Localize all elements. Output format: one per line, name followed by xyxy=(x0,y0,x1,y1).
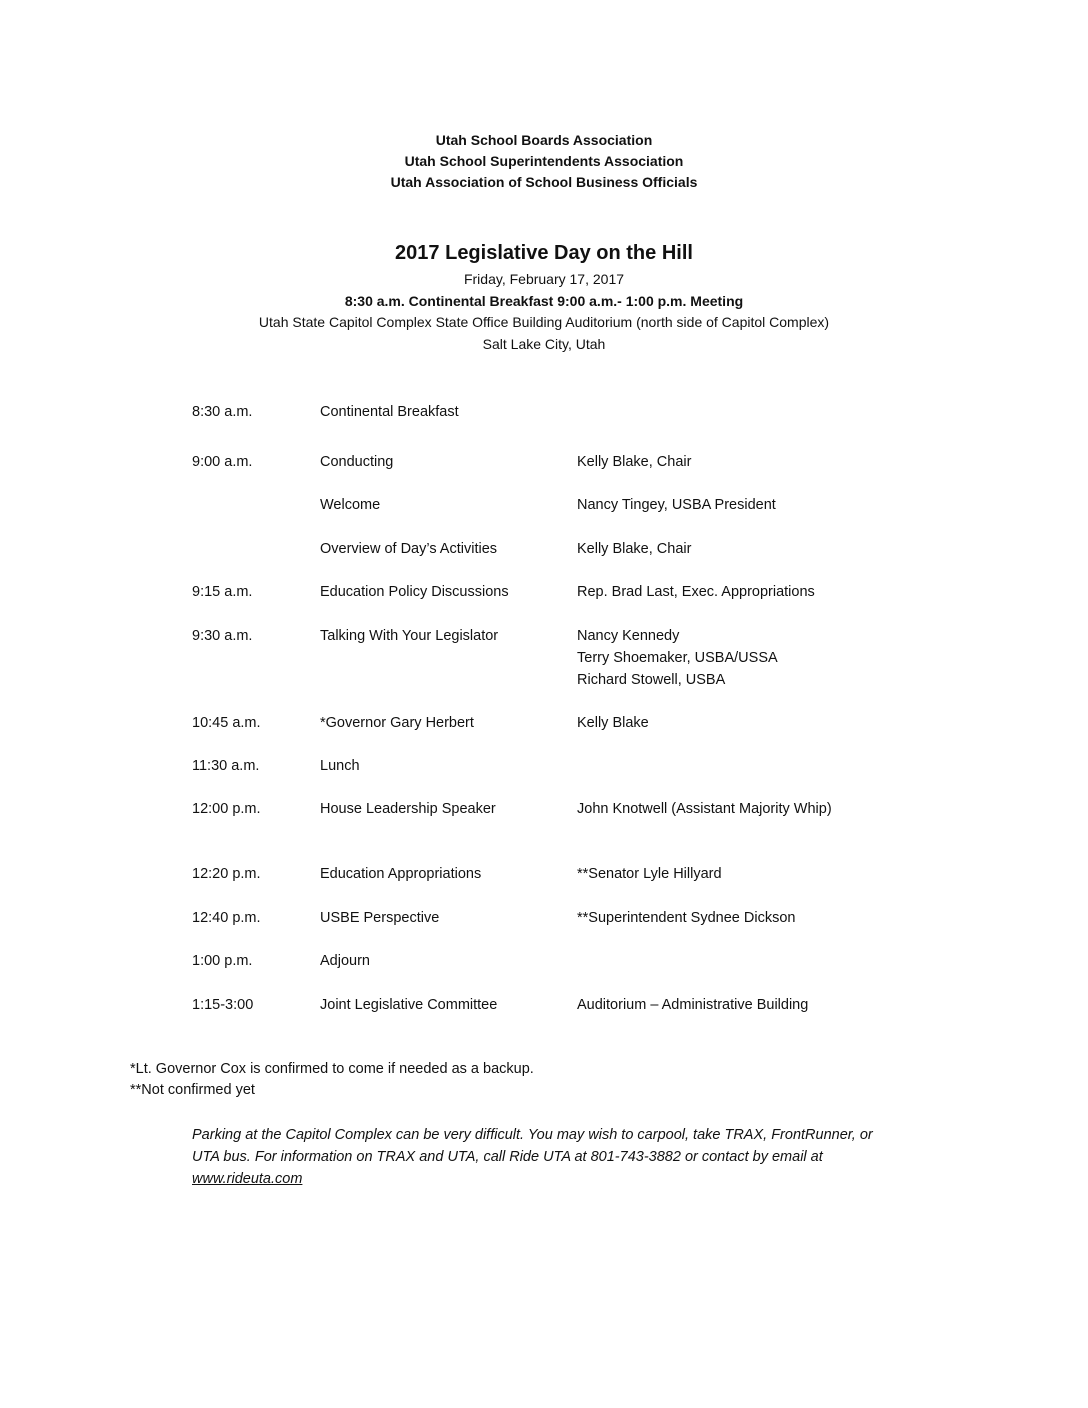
presenter-name: **Senator Lyle Hillyard xyxy=(577,866,722,882)
presenter-name: Rep. Brad Last, Exec. Appropriations xyxy=(577,584,815,600)
agenda-time: 11:30 a.m. xyxy=(192,758,260,774)
agenda-item: House Leadership Speaker xyxy=(320,801,496,817)
agenda-presenter xyxy=(577,451,691,473)
agenda-time: 8:30 a.m. xyxy=(192,404,253,420)
agenda-time: 9:30 a.m. xyxy=(192,628,253,644)
agenda-presenter xyxy=(577,581,815,603)
presenter-name: Auditorium – Administrative Building xyxy=(577,997,809,1013)
event-schedule-summary: 8:30 a.m. Continental Breakfast 9:00 a.m.- 1:00 p.m. Meeting xyxy=(344,292,744,309)
organization-name: Utah School Superintendents Association xyxy=(404,153,684,169)
agenda-item: Welcome xyxy=(320,497,381,513)
agenda-time: 12:20 p.m. xyxy=(192,866,261,882)
parking-info xyxy=(192,1124,972,1190)
footnote: **Not confirmed yet xyxy=(130,1082,255,1098)
agenda-item: Education Policy Discussions xyxy=(320,584,509,600)
agenda-item: Joint Legislative Committee xyxy=(320,997,498,1013)
event-location: Utah State Capitol Complex State Office Building Auditorium (north side of Capitol Complex) xyxy=(258,314,830,330)
agenda-presenter xyxy=(577,798,832,820)
agenda-item: Overview of Day’s Activities xyxy=(320,541,498,557)
agenda-item: Education Appropriations xyxy=(320,866,482,882)
agenda-presenter xyxy=(577,538,691,560)
agenda-time: 1:15-3:00 xyxy=(192,997,254,1013)
presenter-name: Terry Shoemaker, USBA/USSA xyxy=(577,650,778,666)
agenda-time: 12:00 p.m. xyxy=(192,801,261,817)
presenter-name: Richard Stowell, USBA xyxy=(577,672,726,688)
event-city: Salt Lake City, Utah xyxy=(482,335,606,352)
footnote: *Lt. Governor Cox is confirmed to come if needed as a backup. xyxy=(130,1061,534,1077)
agenda-time: 1:00 p.m. xyxy=(192,953,253,969)
presenter-name: Kelly Blake xyxy=(577,715,649,731)
organization-name: Utah Association of School Business Officials xyxy=(390,174,698,190)
agenda-item: Adjourn xyxy=(320,953,370,969)
agenda-item: *Governor Gary Herbert xyxy=(320,715,474,731)
agenda-item: Talking With Your Legislator xyxy=(320,628,499,644)
presenter-name: Nancy Tingey, USBA President xyxy=(577,497,776,513)
agenda-presenter xyxy=(577,625,778,691)
agenda-item: Lunch xyxy=(320,758,360,774)
footnotes xyxy=(130,1059,534,1101)
agenda-time: 10:45 a.m. xyxy=(192,715,261,731)
agenda-time: 12:40 p.m. xyxy=(192,910,261,926)
agenda-presenter xyxy=(577,712,649,734)
rideuta-link[interactable]: www.rideuta.com xyxy=(192,1171,303,1187)
event-date: Friday, February 17, 2017 xyxy=(463,271,625,287)
parking-text: UTA bus. For information on TRAX and UTA, call Ride UTA at 801-743-3882 or contact by email at xyxy=(192,1149,823,1165)
presenter-name: Kelly Blake, Chair xyxy=(577,454,692,470)
agenda-item: Continental Breakfast xyxy=(320,404,459,420)
agenda-presenter xyxy=(577,494,776,516)
organizations-block xyxy=(0,130,1088,193)
presenter-name: Nancy Kennedy xyxy=(577,628,680,644)
presenter-name: John Knotwell (Assistant Majority Whip) xyxy=(577,801,832,817)
agenda-presenter xyxy=(577,994,808,1016)
document-title: 2017 Legislative Day on the Hill xyxy=(395,242,693,264)
agenda-presenter xyxy=(577,863,722,885)
presenter-name: Kelly Blake, Chair xyxy=(577,541,692,557)
agenda-time: 9:15 a.m. xyxy=(192,584,253,600)
agenda-item: USBE Perspective xyxy=(320,910,440,926)
agenda-item: Conducting xyxy=(320,454,394,470)
agenda-time: 9:00 a.m. xyxy=(192,454,253,470)
organization-name: Utah School Boards Association xyxy=(435,132,653,148)
parking-text: Parking at the Capitol Complex can be very difficult. You may wish to carpool, take TRAX, FrontRunner, or xyxy=(192,1127,873,1143)
presenter-name: **Superintendent Sydnee Dickson xyxy=(577,910,796,926)
event-details xyxy=(0,269,1088,355)
agenda-presenter xyxy=(577,907,795,929)
